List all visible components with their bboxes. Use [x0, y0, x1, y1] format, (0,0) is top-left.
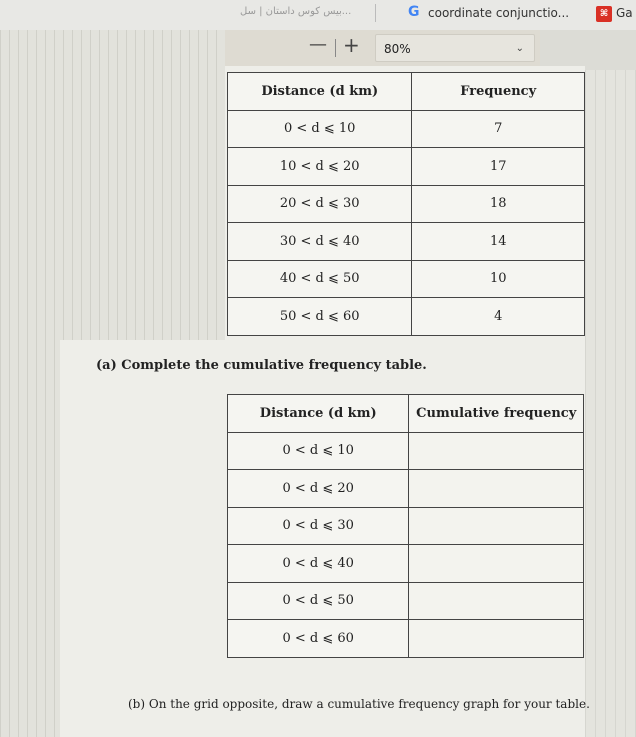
column-header-frequency: Frequency: [412, 73, 585, 111]
column-header-distance: Distance (d km): [228, 73, 412, 111]
frequency-cell: 10: [412, 260, 585, 298]
tab-separator: [375, 4, 376, 22]
app-tab-icon: ⌘: [596, 6, 612, 22]
paper-background-right: [585, 70, 636, 737]
column-header-cumulative-frequency: Cumulative frequency: [409, 395, 584, 433]
table-row: [228, 148, 585, 186]
range-cell: 0 < d ⩽ 10: [228, 432, 409, 470]
table-header-row: [228, 395, 584, 433]
table-row: [228, 298, 585, 336]
question-b: (b) On the grid opposite, draw a cumulative frequency graph for your table.: [128, 697, 590, 711]
cumulative-answer-cell[interactable]: [409, 507, 584, 545]
range-cell: 0 < d ⩽ 10: [228, 110, 412, 148]
question-a: (a) Complete the cumulative frequency table.: [96, 358, 427, 373]
range-cell: 50 < d ⩽ 60: [228, 298, 412, 336]
frequency-cell: 7: [412, 110, 585, 148]
frequency-cell: 17: [412, 148, 585, 186]
range-cell: 0 < d ⩽ 20: [228, 470, 409, 508]
previous-tab[interactable]: بیس کوس داستان | سل...: [240, 6, 352, 17]
cumulative-answer-cell[interactable]: [409, 545, 584, 583]
table-row: [228, 582, 584, 620]
frequency-cell: 4: [412, 298, 585, 336]
frequency-cell: 14: [412, 223, 585, 261]
zoom-out-button[interactable]: —: [309, 34, 327, 55]
table-row: [228, 507, 584, 545]
table-header-row: [228, 73, 585, 111]
app-tab-label[interactable]: Ga: [616, 6, 633, 20]
cumulative-answer-cell[interactable]: [409, 432, 584, 470]
range-cell: 0 < d ⩽ 60: [228, 620, 409, 658]
chevron-down-icon: ⌄: [515, 43, 524, 54]
table-row: [228, 470, 584, 508]
cumulative-frequency-table: [227, 394, 584, 658]
zoom-in-button[interactable]: +: [343, 33, 360, 57]
frequency-table: [227, 72, 585, 336]
pdf-zoom-toolbar: [225, 30, 540, 66]
table-row: [228, 545, 584, 583]
table-row: [228, 620, 584, 658]
cumulative-answer-cell[interactable]: [409, 620, 584, 658]
browser-tab-strip: [0, 0, 636, 30]
zoom-level-value: 80%: [384, 42, 411, 56]
google-icon: G: [408, 4, 420, 20]
active-tab-title[interactable]: coordinate conjunctio...: [428, 6, 570, 20]
table-row: [228, 260, 585, 298]
cumulative-answer-cell[interactable]: [409, 582, 584, 620]
range-cell: 20 < d ⩽ 30: [228, 185, 412, 223]
table-row: [228, 185, 585, 223]
range-cell: 30 < d ⩽ 40: [228, 223, 412, 261]
zoom-level-select[interactable]: [375, 34, 535, 62]
table-row: [228, 432, 584, 470]
range-cell: 0 < d ⩽ 50: [228, 582, 409, 620]
page-margin: [60, 340, 225, 737]
frequency-cell: 18: [412, 185, 585, 223]
range-cell: 0 < d ⩽ 30: [228, 507, 409, 545]
zoom-divider: [335, 39, 336, 57]
cumulative-answer-cell[interactable]: [409, 470, 584, 508]
column-header-distance: Distance (d km): [228, 395, 409, 433]
table-row: [228, 110, 585, 148]
range-cell: 0 < d ⩽ 40: [228, 545, 409, 583]
table-row: [228, 223, 585, 261]
range-cell: 10 < d ⩽ 20: [228, 148, 412, 186]
range-cell: 40 < d ⩽ 50: [228, 260, 412, 298]
